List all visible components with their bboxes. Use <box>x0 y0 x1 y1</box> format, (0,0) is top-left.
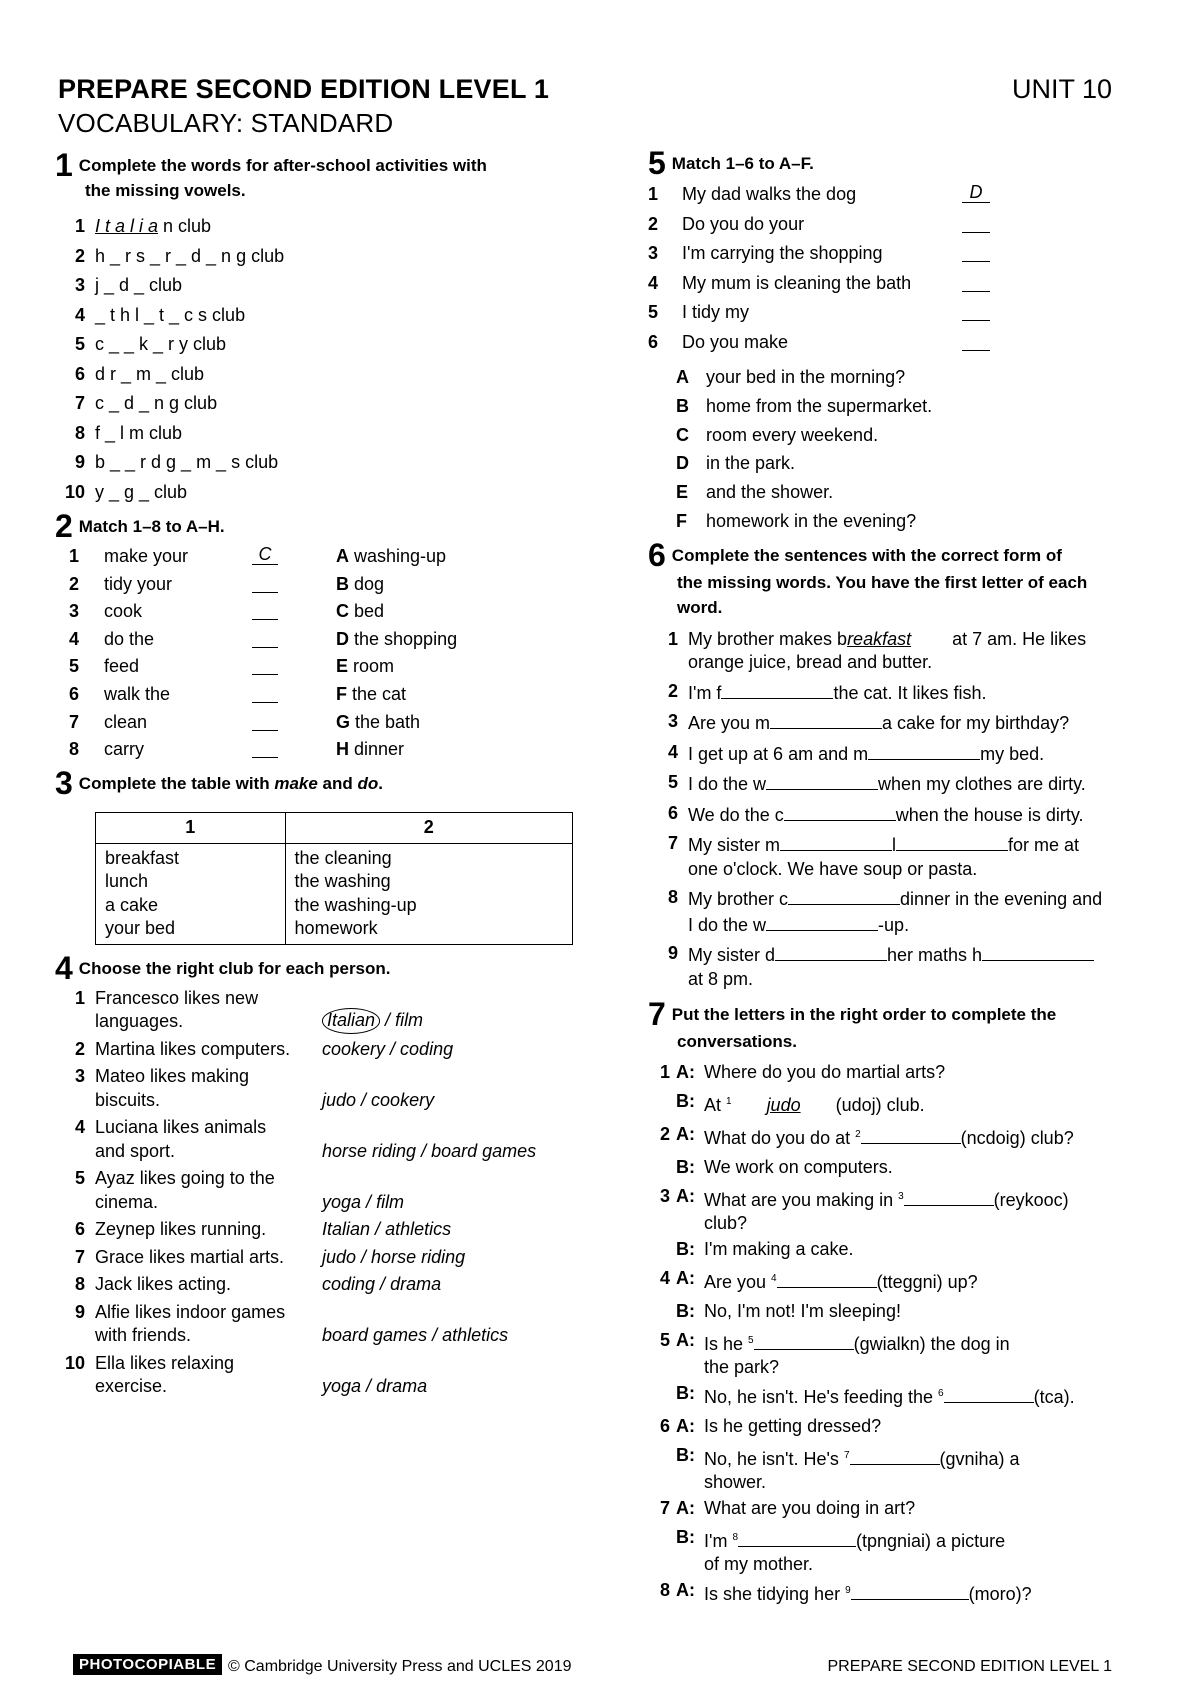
club-options: yoga / film <box>322 1191 405 1212</box>
list-item <box>55 1301 575 1348</box>
option-1[interactable]: judo <box>322 1246 357 1267</box>
item-text: c _ _ k _ r y club <box>95 334 227 354</box>
option-letter: C <box>676 424 689 445</box>
list-item <box>55 389 575 419</box>
item-text: do the <box>104 628 155 649</box>
option-row <box>648 507 1168 536</box>
item-number: 6 <box>69 683 80 704</box>
item-text: b _ _ r d g _ m _ s club <box>95 452 279 472</box>
item-text: Francesco likes new languages. <box>95 987 259 1032</box>
item-number: 7 <box>69 711 80 732</box>
item-text: I'm carrying the shopping <box>682 243 883 263</box>
club-options: judo / cookery <box>322 1089 435 1110</box>
option-1[interactable]: Italian <box>322 1008 380 1034</box>
table-cell: homework <box>294 918 378 939</box>
option-2[interactable]: board games <box>431 1140 537 1161</box>
table-header-1: 1 <box>96 812 286 843</box>
section-instruction: Complete the sentences with the correct form of <box>671 545 1062 565</box>
section-number: 3 <box>55 764 73 801</box>
club-options: board games / athletics <box>322 1325 509 1346</box>
make-do-table <box>95 812 573 945</box>
item-number: 1 <box>74 987 85 1008</box>
item-number: 2 <box>69 573 80 594</box>
section-number: 7 <box>648 996 666 1033</box>
section-number: 2 <box>55 508 73 544</box>
match-row <box>648 298 1168 328</box>
section-number: 6 <box>648 536 666 573</box>
section-7-heading <box>648 996 1168 1033</box>
list-item <box>55 448 575 478</box>
item-number: 3 <box>69 601 80 622</box>
list-item <box>55 301 575 331</box>
item-text: Ayaz likes going to the cinema. <box>95 1168 275 1212</box>
item-number: 6 <box>648 331 659 352</box>
option-text: dog <box>354 573 385 594</box>
list-item: 1 My brother makes breakfast at 7 am. He likes orange juice, bread and butter. <box>667 628 1087 673</box>
section-number: 4 <box>55 949 73 986</box>
list-item: 6 We do the c when the house is dirty. <box>667 802 1084 825</box>
answer-blank[interactable] <box>962 328 990 351</box>
match-row <box>55 653 575 681</box>
list-item <box>55 1167 575 1214</box>
section-5 <box>648 145 1168 536</box>
section-instruction: Choose the right club for each person. <box>78 958 391 978</box>
list-item <box>55 330 575 360</box>
option-letter: A <box>336 546 349 566</box>
item-number: 4 <box>74 1117 85 1138</box>
conversation-line: 8 A: Is she tidying her $^9$ (moro)? <box>659 1580 1032 1605</box>
conversation-line: B: I'm making a cake. <box>676 1239 854 1260</box>
answer-blank[interactable] <box>962 298 990 321</box>
item-number: 1 <box>74 216 85 236</box>
item-text: y _ g _ club <box>95 481 188 502</box>
option-letter: C <box>336 601 349 622</box>
match-row <box>55 571 575 599</box>
option-1[interactable]: Italian <box>322 1219 371 1240</box>
list-item: 7 My sister m l for me at one o'clock. We have soup or pasta. <box>667 833 1080 879</box>
section-2 <box>55 508 575 764</box>
example-answer: I t a l i a <box>95 216 159 236</box>
option-letter: A <box>676 367 689 387</box>
option-row <box>648 392 1168 421</box>
item-number: 1 <box>69 546 80 566</box>
table-cell: lunch <box>105 871 149 892</box>
option-text: your bed in the morning? <box>706 367 906 387</box>
option-text: home from the supermarket. <box>706 395 933 416</box>
section-instruction-cont: conversations. <box>677 1032 797 1052</box>
option-2[interactable]: drama <box>390 1274 442 1295</box>
option-1[interactable]: judo <box>322 1089 357 1110</box>
conversation-line: B: No, he isn't. He's $^7$ (gvniha) a shower. <box>676 1445 1020 1493</box>
item-text: Martina likes computers. <box>95 1038 291 1059</box>
item-number: 8 <box>69 739 80 760</box>
section-4-heading <box>55 949 575 986</box>
item-number: 9 <box>74 1301 85 1322</box>
table-cell: breakfast <box>105 847 180 868</box>
option-2[interactable]: coding <box>400 1038 454 1059</box>
item-text: h _ r s _ r _ d _ n g club <box>95 245 285 266</box>
option-2[interactable]: athletics <box>442 1325 509 1346</box>
option-letter: G <box>336 711 351 732</box>
item-number: 5 <box>74 334 85 354</box>
list-item: 5 I do the w when my clothes are dirty. <box>667 772 1086 795</box>
section-4 <box>55 949 575 1399</box>
conversation-line: B: No, I'm not! I'm sleeping! <box>676 1301 901 1322</box>
option-letter: D <box>676 453 689 474</box>
match-row <box>55 598 575 626</box>
club-options: horse riding / board games <box>322 1140 537 1161</box>
option-1[interactable]: board games <box>322 1325 428 1346</box>
answer-blank[interactable]: D <box>962 180 990 203</box>
club-options: Italian / film <box>322 1008 423 1034</box>
item-text: Luciana likes animals and sport. <box>95 1117 267 1161</box>
option-2[interactable]: film <box>395 1010 424 1031</box>
item-number: 8 <box>74 1274 85 1295</box>
item-text: f _ l m club <box>95 422 183 443</box>
item-text: c _ d _ n g club <box>95 393 218 413</box>
table-col-2 <box>285 843 572 944</box>
item-text: clean <box>104 711 148 732</box>
item-text: d r _ m _ club <box>95 363 205 384</box>
option-text: bed <box>354 601 385 622</box>
unit-label: UNIT 10 <box>1011 74 1112 104</box>
conversation-line: 5 A: Is he $^5$ (gwialkn) the dog in the park? <box>659 1330 1010 1378</box>
section-6 <box>648 536 1168 992</box>
list-item <box>55 360 575 390</box>
item-text: carry <box>104 739 144 760</box>
item-text: Jack likes acting. <box>95 1274 232 1295</box>
answer-blank[interactable] <box>252 571 278 593</box>
item-text: make your <box>104 546 189 566</box>
section-5-heading <box>648 145 1168 181</box>
option-letter: B <box>336 573 349 594</box>
match-row <box>55 543 575 571</box>
table-cell: your bed <box>105 918 176 939</box>
page-title: PREPARE SECOND EDITION LEVEL 1 <box>58 74 550 104</box>
option-2[interactable]: horse riding <box>371 1246 466 1267</box>
list-item <box>55 419 575 449</box>
option-letter: F <box>676 510 687 531</box>
conversation-line: B: I'm $^8$ (tpngniai) a picture of my mother. <box>676 1527 1006 1575</box>
copyright: © Cambridge University Press and UCLES 2019 <box>228 1658 572 1675</box>
option-row <box>648 421 1168 450</box>
list-item: 8 My brother c dinner in the evening and I do the w -up. <box>667 887 1103 935</box>
answer-blank[interactable] <box>252 598 278 620</box>
match-row <box>648 328 1168 358</box>
section-number: 5 <box>648 145 666 181</box>
option-text: the bath <box>355 711 421 732</box>
item-text: tidy your <box>104 573 173 594</box>
option-2[interactable]: athletics <box>385 1219 452 1240</box>
option-letter: E <box>336 656 349 677</box>
conversation-line: 1 A: Where do you do martial arts? <box>659 1062 946 1083</box>
list-item <box>55 1065 575 1112</box>
table-col-1 <box>96 843 286 944</box>
table-header-2: 2 <box>285 812 572 843</box>
option-row <box>648 449 1168 478</box>
list-item: 2 I'm f the cat. It likes fish. <box>667 680 987 703</box>
match-row <box>55 736 575 764</box>
list-item <box>55 987 575 1034</box>
answer-blank[interactable] <box>252 681 278 703</box>
item-number: 1 <box>648 184 659 204</box>
option-text: homework in the evening? <box>706 510 917 531</box>
option-text: and the shower. <box>706 482 834 503</box>
match-row <box>648 210 1168 240</box>
item-number: 7 <box>74 393 85 413</box>
footer-title: PREPARE SECOND EDITION LEVEL 1 <box>827 1658 1112 1675</box>
item-text: Ella likes relaxing exercise. <box>95 1352 235 1397</box>
section-instruction: Complete the table with make and do. <box>78 773 383 793</box>
section-1-heading <box>55 147 575 183</box>
item-text: Grace likes martial arts. <box>95 1246 285 1267</box>
page-subtitle: VOCABULARY: STANDARD <box>58 108 394 138</box>
match-row <box>648 239 1168 269</box>
conversation-line: B: We work on computers. <box>676 1157 893 1178</box>
answer-blank[interactable] <box>962 210 990 233</box>
option-letter: B <box>676 395 689 416</box>
conversation-line: 3 A: What are you making in $^3$ (reykooc) club? <box>659 1186 1069 1234</box>
list-item <box>55 1116 575 1163</box>
right-column <box>648 145 1168 1609</box>
match-row <box>648 269 1168 299</box>
item-number: 4 <box>648 272 659 293</box>
section-4-list <box>55 987 575 1399</box>
option-text: washing-up <box>354 546 447 566</box>
section-1-list <box>55 212 575 507</box>
item-text: cook <box>104 601 143 622</box>
item-text: j _ d _ club <box>95 275 183 295</box>
option-letter: D <box>336 628 349 649</box>
conversation-line: 6 A: Is he getting dressed? <box>659 1416 882 1437</box>
table-cell: a cake <box>105 894 159 915</box>
item-number: 3 <box>648 243 659 263</box>
answer-blank[interactable] <box>252 653 278 675</box>
option-2[interactable]: film <box>376 1191 405 1212</box>
club-options: judo / horse riding <box>322 1246 466 1267</box>
match-row <box>55 626 575 654</box>
list-item <box>55 212 575 242</box>
option-1[interactable]: yoga <box>322 1191 362 1212</box>
option-1[interactable]: yoga <box>322 1376 362 1397</box>
answer-blank[interactable] <box>252 626 278 648</box>
item-number: 2 <box>74 245 85 266</box>
item-number: 2 <box>74 1038 85 1059</box>
section-7 <box>648 996 1168 1609</box>
item-text: feed <box>104 656 140 677</box>
item-number: 3 <box>74 1066 85 1087</box>
item-number: 8 <box>74 422 85 443</box>
left-column <box>55 147 575 1399</box>
option-1[interactable]: cookery <box>322 1038 386 1059</box>
section-1 <box>55 147 575 507</box>
item-number: 6 <box>74 1219 85 1240</box>
item-text: My dad walks the dog <box>682 184 857 204</box>
item-number: 10 <box>64 1352 85 1373</box>
section-6-heading <box>648 536 1168 573</box>
conversation-line: B: No, he isn't. He's feeding the $^6$ (tca). <box>676 1383 1075 1408</box>
section-6-list <box>648 628 1168 992</box>
item-number: 2 <box>648 213 659 234</box>
item-number: 4 <box>74 304 85 325</box>
answer-blank[interactable]: C <box>252 543 278 565</box>
option-text: dinner <box>354 739 405 760</box>
item-number: 3 <box>74 275 85 295</box>
section-3-heading <box>55 764 575 801</box>
item-text: I t a l i a n club <box>95 216 212 236</box>
option-row <box>648 478 1168 507</box>
list-item <box>55 1246 575 1270</box>
option-text: in the park. <box>706 453 796 474</box>
item-text: Do you make <box>682 331 789 352</box>
list-item <box>55 478 575 508</box>
item-text: _ t h l _ t _ c s club <box>95 304 246 325</box>
item-number: 10 <box>64 481 85 502</box>
answer-blank[interactable] <box>962 269 990 292</box>
option-text: room every weekend. <box>706 424 879 445</box>
section-instruction: Complete the words for after-school activities with <box>78 156 487 175</box>
item-number: 5 <box>648 302 659 322</box>
item-text: walk the <box>104 683 171 704</box>
section-instruction: Put the letters in the right order to complete the <box>671 1005 1057 1025</box>
option-text: room <box>353 656 395 677</box>
conversation-line: 4 A: Are you $^4$ (tteggni) up? <box>659 1268 978 1293</box>
section-5-options <box>648 363 1168 536</box>
item-text: Do you do your <box>682 213 805 234</box>
section-2-list <box>55 543 575 764</box>
option-1[interactable]: coding <box>322 1274 376 1295</box>
section-number: 1 <box>55 147 73 183</box>
list-item <box>55 1273 575 1297</box>
answer-blank[interactable] <box>252 709 278 731</box>
list-item <box>55 271 575 301</box>
section-3 <box>55 764 575 945</box>
section-instruction: Match 1–8 to A–H. <box>78 517 225 536</box>
option-1[interactable]: horse riding <box>322 1140 417 1161</box>
option-2[interactable]: drama <box>376 1376 428 1397</box>
conversation-line: 2 A: What do you do at $^2$ (ncdoig) club? <box>659 1124 1074 1149</box>
section-instruction: Match 1–6 to A–F. <box>671 154 814 173</box>
item-number: 5 <box>74 1168 85 1189</box>
item-number: 4 <box>69 628 80 649</box>
list-item: 3 Are you m a cake for my birthday? <box>667 711 1070 734</box>
option-row <box>648 363 1168 392</box>
item-number: 7 <box>74 1246 85 1267</box>
list-item <box>55 1352 575 1399</box>
answer-blank[interactable] <box>962 239 990 262</box>
photocopiable-badge: PHOTOCOPIABLE <box>73 1654 222 1675</box>
item-number: 6 <box>74 363 85 384</box>
item-number: 9 <box>74 452 85 472</box>
table-cell: the washing-up <box>294 894 417 915</box>
list-item <box>55 1218 575 1242</box>
item-number: 5 <box>69 656 80 677</box>
item-text: Mateo likes making biscuits. <box>95 1066 250 1110</box>
section-instruction-cont: the missing vowels. <box>85 181 246 200</box>
option-text: the cat <box>352 683 407 704</box>
match-row <box>55 709 575 737</box>
option-2[interactable]: cookery <box>371 1089 435 1110</box>
conversation-line: 7 A: What are you doing in art? <box>659 1498 916 1519</box>
section-instruction-cont: word. <box>677 597 723 617</box>
table-cell: the washing <box>294 871 391 892</box>
club-options: cookery / coding <box>322 1038 454 1059</box>
club-options: coding / drama <box>322 1274 442 1295</box>
item-text: My mum is cleaning the bath <box>682 272 912 293</box>
item-text: I tidy my <box>682 302 750 322</box>
list-item <box>55 1038 575 1062</box>
item-text: Alfie likes indoor games with friends. <box>95 1301 286 1346</box>
list-item <box>55 242 575 272</box>
conversation-line: B: At $^1$ judo (udoj) club. <box>676 1091 925 1116</box>
match-row <box>648 180 1168 210</box>
option-text: the shopping <box>354 628 458 649</box>
item-text: Zeynep likes running. <box>95 1219 267 1240</box>
answer-blank[interactable] <box>252 736 278 758</box>
club-options: Italian / athletics <box>322 1219 452 1240</box>
table-cell: the cleaning <box>294 847 392 868</box>
section-7-conversations <box>648 1058 1168 1609</box>
list-item: 4 I get up at 6 am and m my bed. <box>667 741 1045 764</box>
match-row <box>55 681 575 709</box>
section-5-list <box>648 180 1168 357</box>
option-letter: E <box>676 482 689 503</box>
option-letter: H <box>336 739 349 760</box>
section-instruction-cont: the missing words. You have the first letter of each <box>677 572 1088 592</box>
club-options: yoga / drama <box>322 1376 428 1397</box>
section-2-heading <box>55 508 575 544</box>
list-item: 9 My sister d her maths h at 8 pm. <box>648 942 1168 991</box>
option-letter: F <box>336 683 347 704</box>
